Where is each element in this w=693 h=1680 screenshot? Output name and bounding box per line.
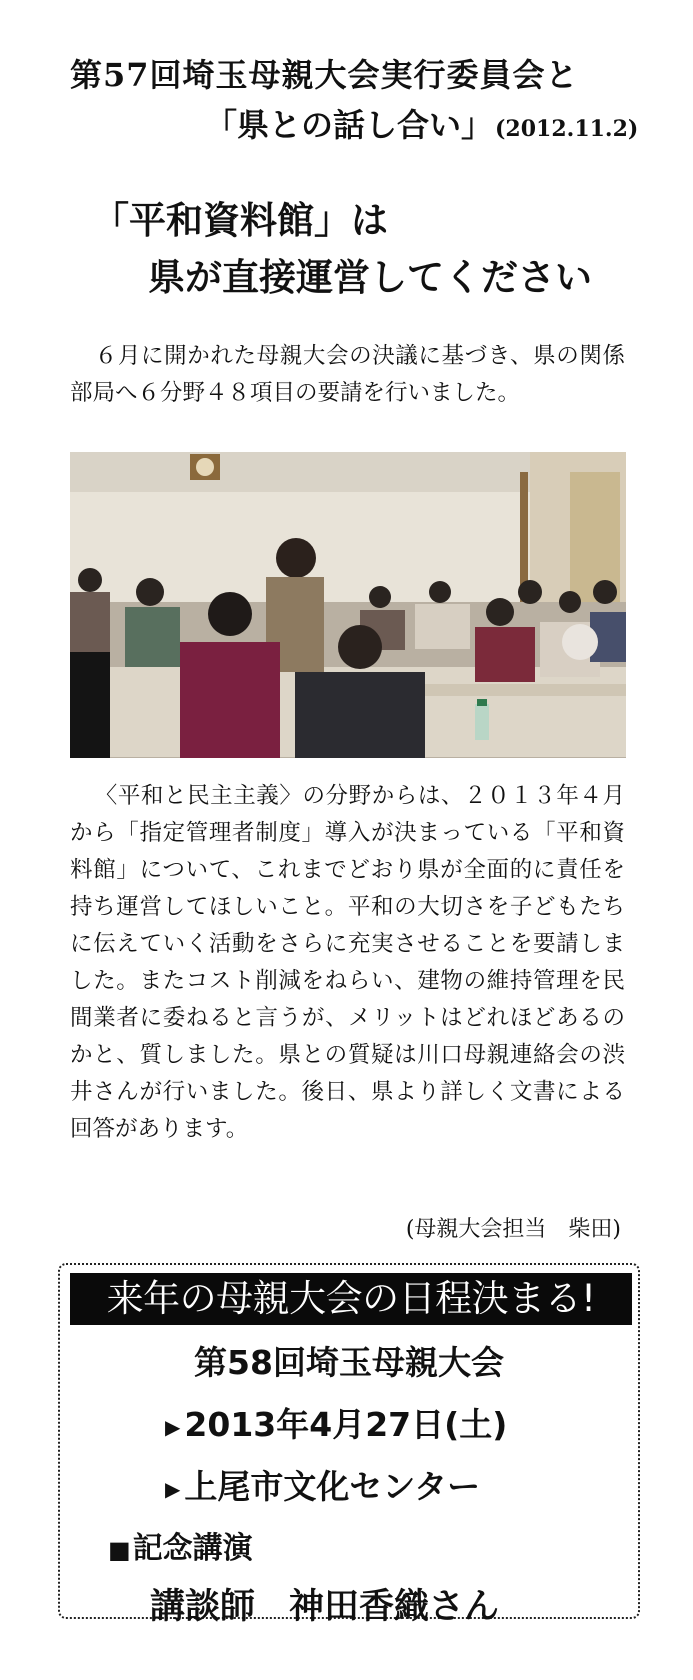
event-venue-row bbox=[165, 1461, 480, 1508]
lecture-row bbox=[108, 1523, 253, 1567]
announcement-banner: 来年の母親大会の日程決まる! bbox=[70, 1273, 632, 1325]
newsletter-title-line1: 第57回埼玉母親大会実行委員会と bbox=[70, 56, 579, 94]
body-paragraph: 〈平和と民主主義〉の分野からは、２０１３年４月から「指定管理者制度」導入が決まっている「平和資料館」について、これまでどおり県が全面的に責任を持ち運営してほしいこと。平和の大切さを子どもたちに伝えていく活動をさらに充実させることを要請しました。またコスト削減をねらい、建物の維持管理を民間業者に委ねると言うが、メリットはどれほどあるのかと、質しました。県との質疑は川口母親連絡会の渋井さんが行いました。後日、県より詳しく文書による回答があります。 bbox=[70, 783, 625, 1142]
event-name: 第58回埼玉母親大会 bbox=[194, 1343, 504, 1382]
event-venue: 上尾市文化センター bbox=[184, 1467, 481, 1506]
lecturer-row bbox=[150, 1579, 499, 1629]
title-date: (2012.11.2) bbox=[495, 116, 639, 142]
article-credit: (母親大会担当 柴田) bbox=[405, 1217, 621, 1242]
announcement-box bbox=[58, 1263, 640, 1627]
headline-line1: 「平和資料館」は bbox=[92, 198, 388, 242]
triangle-bullet-icon: ▶ bbox=[165, 1476, 181, 1501]
title-text: 「県との話し合い」 bbox=[205, 106, 494, 144]
headline-line2: 県が直接運営してください bbox=[148, 255, 592, 299]
lecturer-name: 神田香織さん bbox=[289, 1587, 500, 1627]
square-bullet-icon: ■ bbox=[108, 1535, 131, 1564]
newsletter-title-line2 bbox=[205, 100, 638, 146]
event-date-row bbox=[165, 1399, 507, 1446]
lecturer-role: 講談師 bbox=[150, 1587, 256, 1627]
intro-paragraph: ６月に開かれた母親大会の決議に基づき、県の関係部局へ６分野４８項目の要請を行いました。 bbox=[70, 343, 625, 406]
event-date: 2013年4月27日(土) bbox=[184, 1405, 508, 1444]
meeting-photo bbox=[70, 452, 626, 758]
triangle-bullet-icon: ▶ bbox=[165, 1414, 181, 1439]
lecture-label: 記念講演 bbox=[132, 1531, 253, 1566]
